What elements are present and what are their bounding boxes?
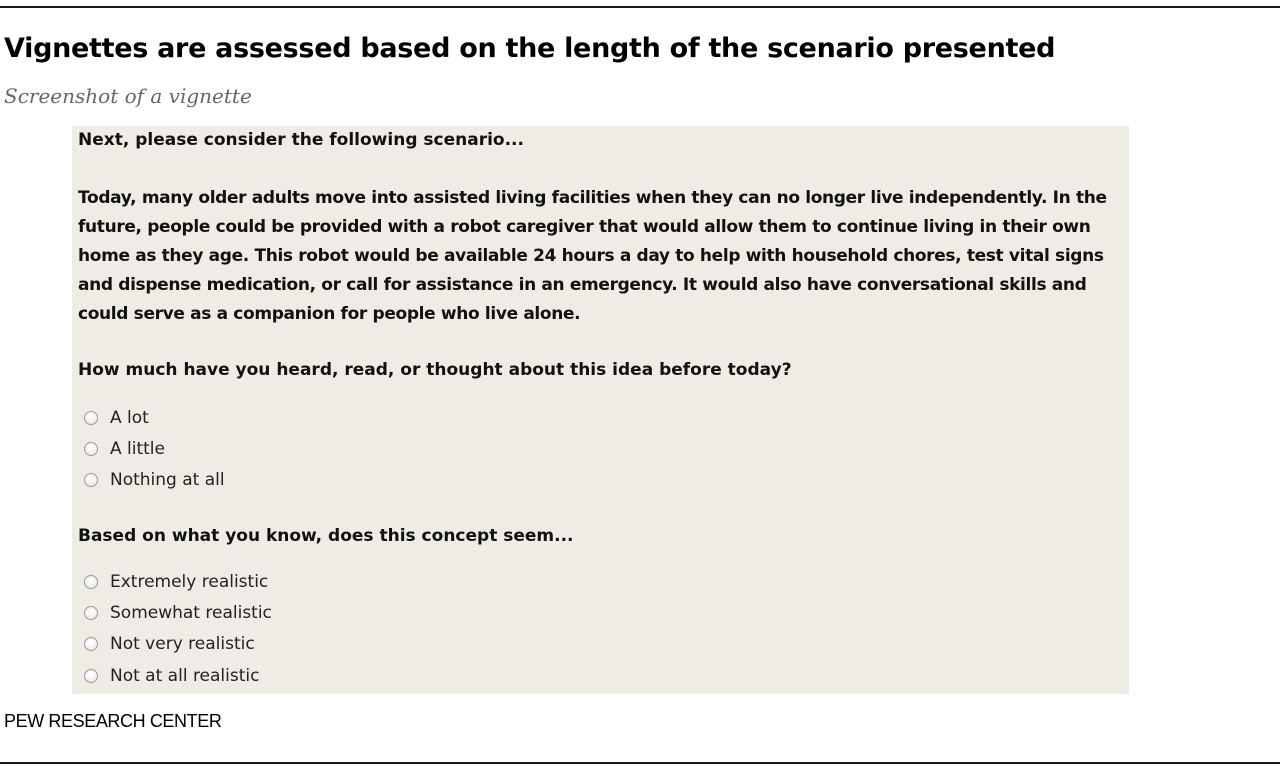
option-nothing-at-all[interactable] [84,465,225,496]
option-not-at-all-realistic[interactable] [84,660,272,691]
scenario-line: future, people could be provided with a robot caregiver that would allow them to continue living in their own [78,217,1091,237]
source-credit: PEW RESEARCH CENTER [4,711,222,731]
figure-subtitle: Screenshot of a vignette [4,84,252,108]
option-label: Nothing at all [110,470,225,491]
bottom-rule [0,762,1280,764]
scenario-line: Today, many older adults move into assisted living facilities when they can no longer live independently. In the [78,188,1107,208]
option-label: Extremely realistic [110,571,269,592]
option-label: A lot [110,407,149,428]
scenario-text [78,184,1128,329]
vignette-screenshot [72,126,1129,694]
realism-options [84,566,272,691]
option-somewhat-realistic[interactable] [84,597,272,628]
option-a-lot[interactable] [84,402,225,433]
radio-button[interactable] [84,575,98,589]
awareness-options [84,402,225,496]
radio-button[interactable] [84,606,98,620]
scenario-line: home as they age. This robot would be available 24 hours a day to help with household chores, test vital signs [78,246,1104,266]
radio-button[interactable] [84,637,98,651]
question-awareness: How much have you heard, read, or thought about this idea before today? [78,360,792,380]
option-label: Not at all realistic [110,665,260,686]
figure-title: Vignettes are assessed based on the length of the scenario presented [4,33,1056,64]
option-extremely-realistic[interactable] [84,566,272,597]
radio-button[interactable] [84,473,98,487]
vignette-intro: Next, please consider the following scenario... [78,130,524,150]
radio-button[interactable] [84,411,98,425]
scenario-line: could serve as a companion for people who live alone. [78,304,581,324]
option-a-little[interactable] [84,433,225,464]
top-rule [0,6,1280,8]
radio-button[interactable] [84,442,98,456]
option-label: Somewhat realistic [110,602,272,623]
question-realism: Based on what you know, does this concept seem... [78,526,574,546]
option-label: A little [110,438,165,459]
option-not-very-realistic[interactable] [84,629,272,660]
option-label: Not very realistic [110,634,255,655]
scenario-line: and dispense medication, or call for assistance in an emergency. It would also have conversational skills and [78,275,1087,295]
radio-button[interactable] [84,669,98,683]
